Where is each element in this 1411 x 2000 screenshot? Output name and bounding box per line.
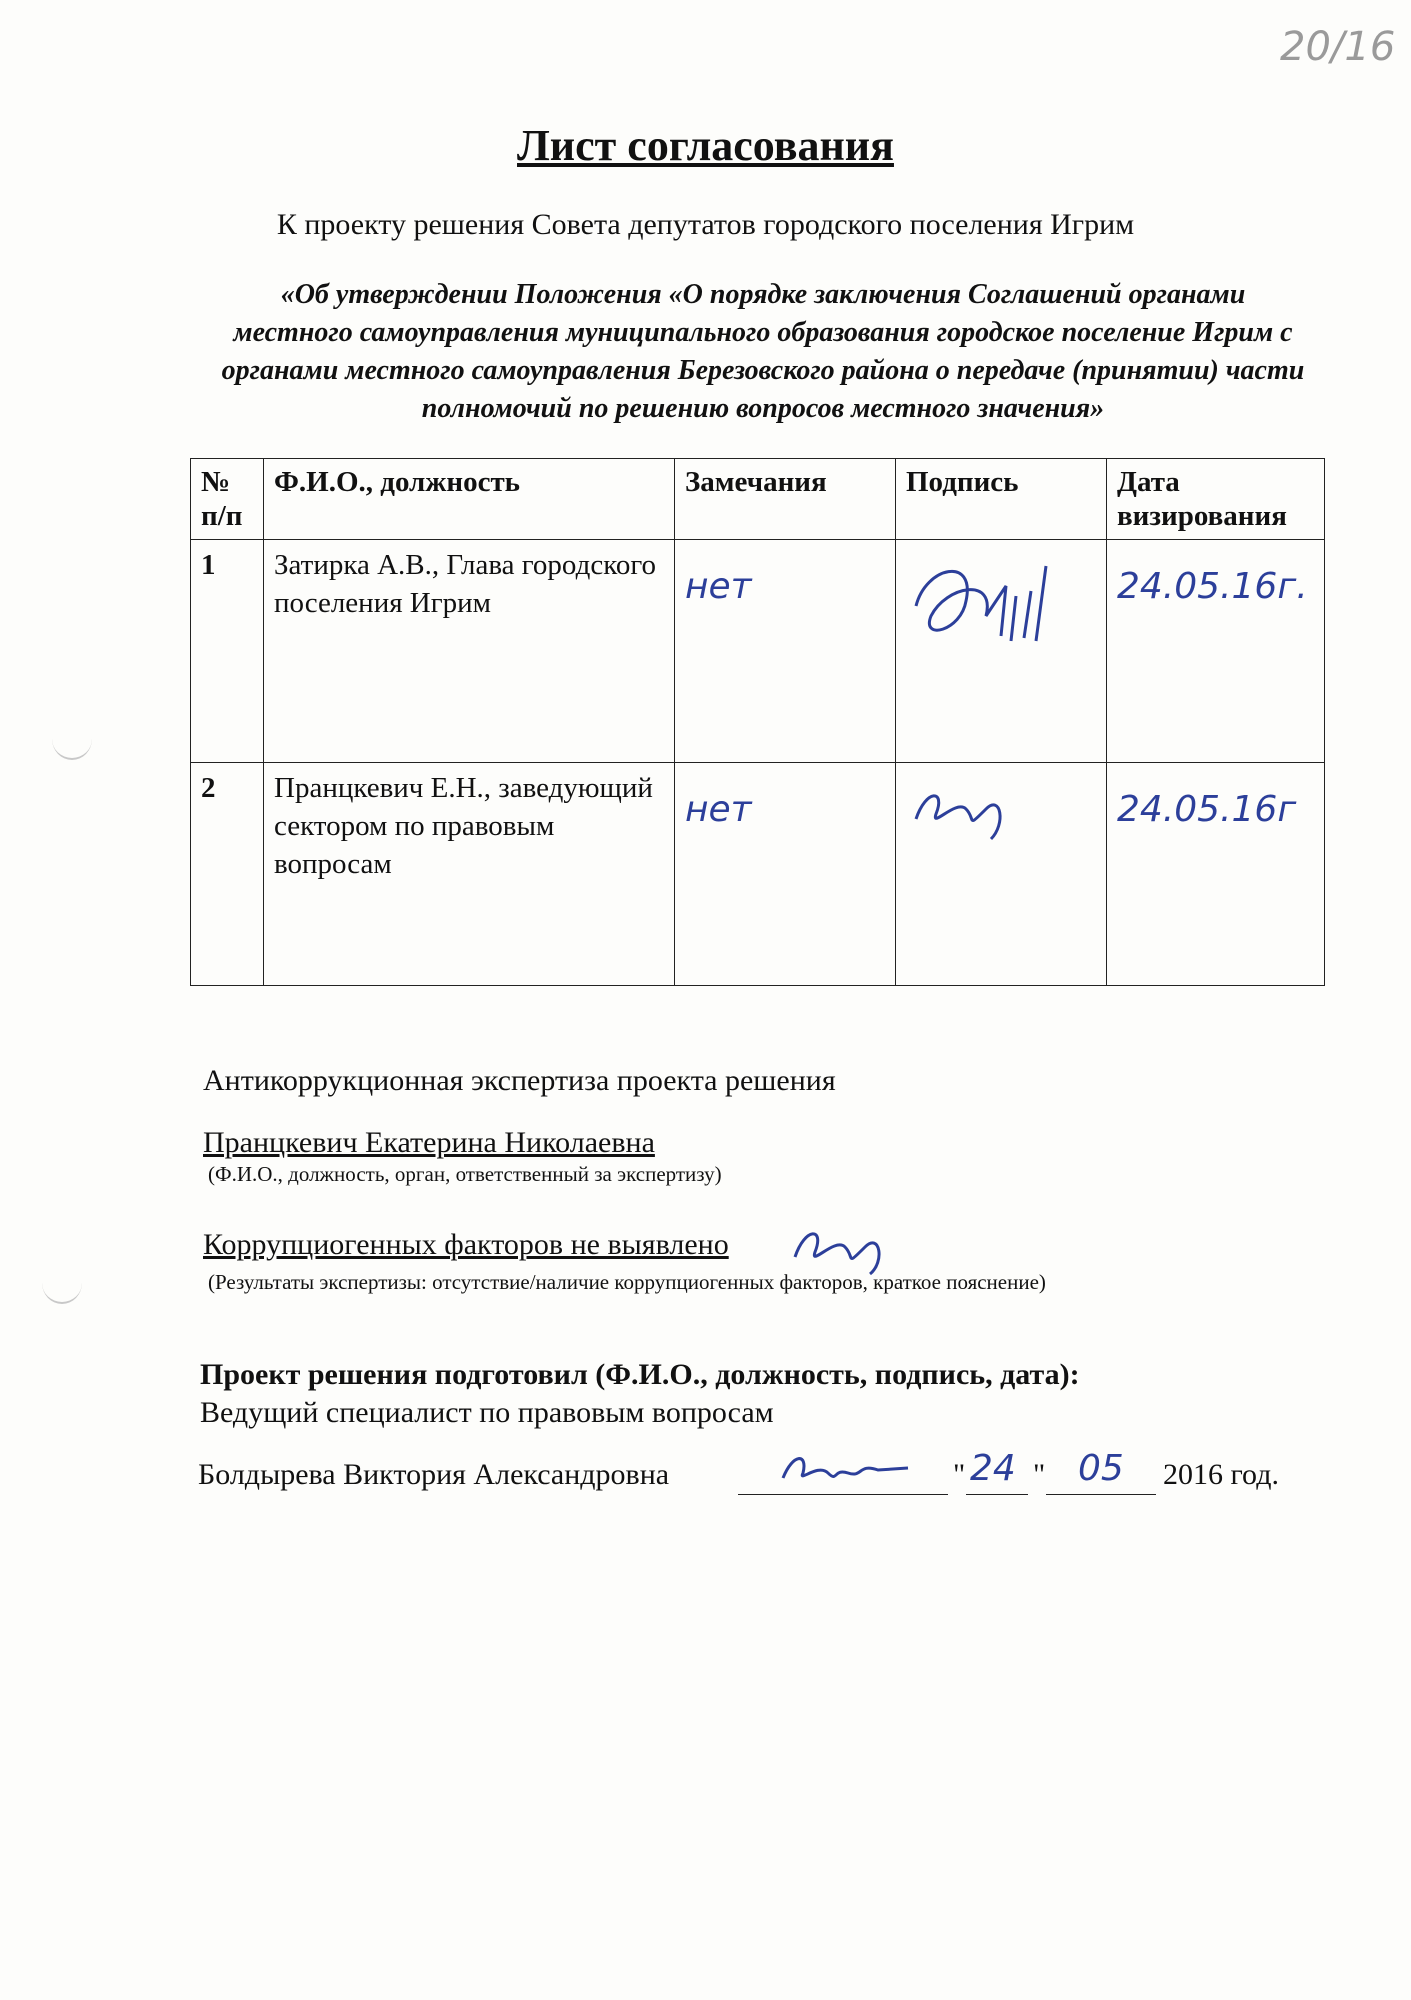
row-remarks: нет — [685, 566, 752, 607]
header-remarks: Замечания — [675, 459, 896, 540]
header-date: Дата визирования — [1107, 459, 1325, 540]
expert-name: Пранцкевич Екатерина Николаевна — [203, 1126, 655, 1159]
table-row — [191, 540, 1325, 763]
prepared-heading: Проект решения подготовил (Ф.И.О., должность, подпись, дата): — [200, 1358, 1080, 1391]
row-signature-cell — [896, 540, 1107, 763]
row-signature-cell — [896, 763, 1107, 986]
handwritten-signature-icon — [906, 769, 1026, 849]
row-remarks: нет — [685, 789, 752, 830]
quote-mark: " — [953, 1458, 966, 1491]
row-remarks-cell — [675, 540, 896, 763]
prepared-month: 05 — [1078, 1448, 1124, 1489]
header-num: № п/п — [191, 459, 264, 540]
prepared-day: 24 — [970, 1448, 1016, 1489]
handwritten-signature-icon — [906, 546, 1086, 656]
row-num: 2 — [191, 763, 264, 986]
result-caption: (Результаты экспертизы: отсутствие/наличие коррупциогенных факторов, краткое пояснение) — [208, 1270, 1046, 1294]
row-name: Затирка А.В., Глава городского поселения Игрим — [264, 540, 675, 763]
row-num: 1 — [191, 540, 264, 763]
prepared-name: Болдырева Виктория Александровна — [198, 1458, 670, 1491]
page-title: Лист согласования — [517, 121, 894, 170]
page-subtitle: К проекту решения Совета депутатов городского поселения Игрим — [276, 208, 1135, 241]
row-date-cell — [1107, 763, 1325, 986]
prepared-year: 2016 год. — [1163, 1458, 1279, 1491]
header-signature: Подпись — [896, 459, 1107, 540]
punch-hole — [42, 1262, 82, 1304]
prepared-signature-line — [198, 1448, 1318, 1508]
row-date: 24.05.16г — [1117, 789, 1297, 830]
prepared-position: Ведущий специалист по правовым вопросам — [200, 1396, 774, 1429]
handwritten-signature-icon — [778, 1448, 938, 1488]
row-date: 24.05.16г. — [1117, 566, 1308, 607]
table-row — [191, 763, 1325, 986]
expertise-label: Антикоррукционная экспертиза проекта решения — [203, 1064, 836, 1097]
quote-mark: " — [1033, 1458, 1046, 1491]
decision-title: «Об утверждении Положения «О порядке заключения Соглашений органами местного самоуправления муниципального образования городское поселение Игрим с органами местного самоуправления Березовского района о передаче (принятии) части полномочий по решению вопросов местного значения» — [221, 279, 1305, 424]
expert-caption: (Ф.И.О., должность, орган, ответственный за экспертизу) — [208, 1162, 722, 1186]
table-header-row — [191, 459, 1325, 540]
signature-blank — [738, 1458, 948, 1495]
header-name: Ф.И.О., должность — [264, 459, 675, 540]
approval-table — [190, 458, 1325, 986]
punch-hole — [52, 718, 92, 760]
row-date-cell — [1107, 540, 1325, 763]
expertise-result: Коррупциогенных факторов не выявлено — [203, 1228, 729, 1261]
document-number: 20/16 — [1280, 24, 1396, 70]
row-remarks-cell — [675, 763, 896, 986]
row-name: Пранцкевич Е.Н., заведующий сектором по правовым вопросам — [264, 763, 675, 986]
